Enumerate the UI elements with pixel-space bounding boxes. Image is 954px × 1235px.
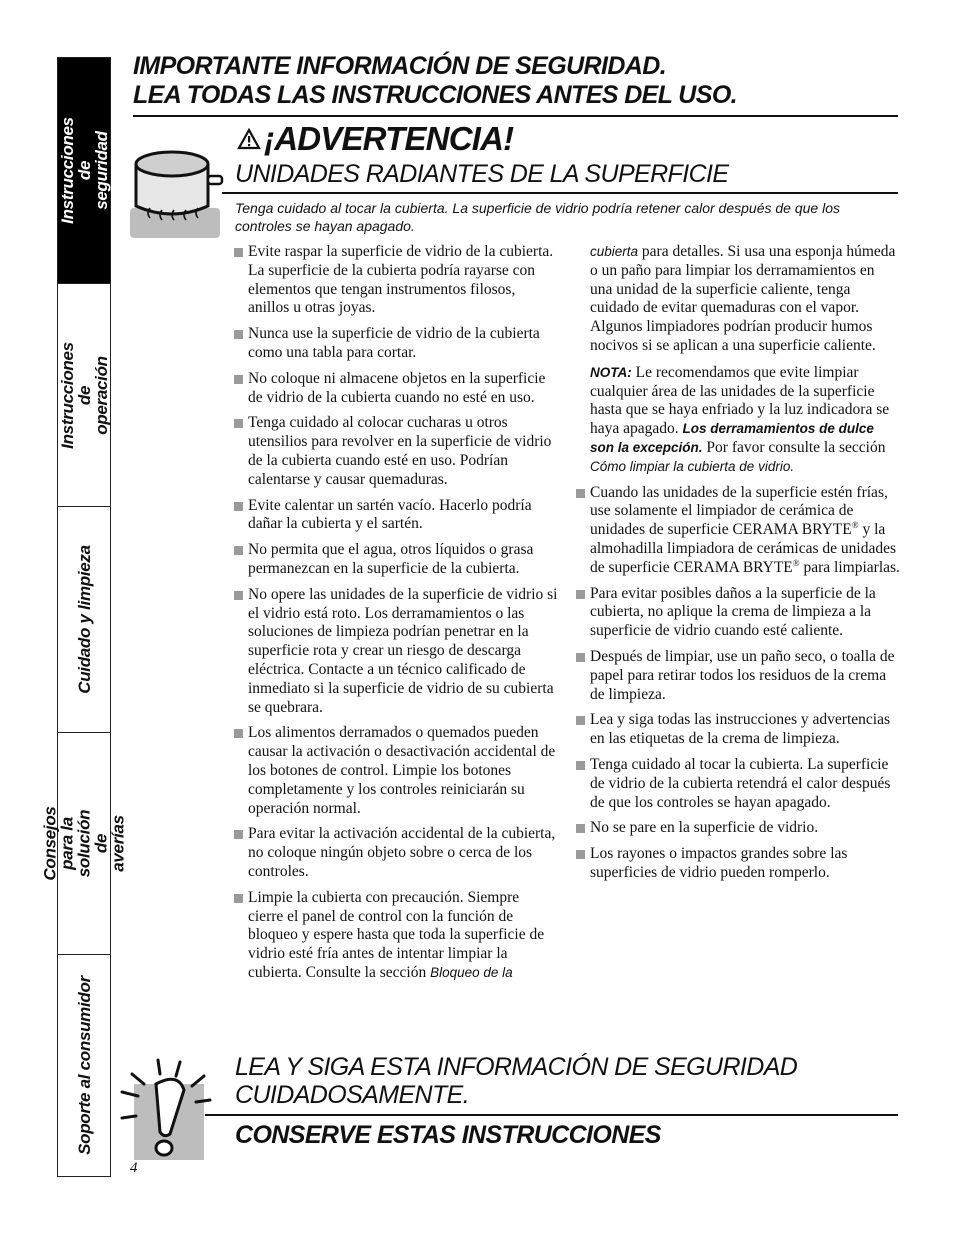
list-item (233, 825, 558, 881)
paragraph-text: Por favor consulte la sección (702, 438, 886, 456)
list-item-text: No coloque ni almacene objetos en la superficie de vidrio de la cubierta cuando no esté en uso. (248, 369, 546, 406)
list-item-text: Nunca use la superficie de vidrio de la cubierta como una tabla para cortar. (248, 325, 540, 361)
bullet-icon (234, 591, 243, 600)
tab-soporte-consumidor[interactable] (58, 955, 110, 1176)
list-item (575, 756, 900, 812)
tab-instrucciones-seguridad[interactable] (58, 58, 110, 284)
bullet-icon (576, 761, 585, 770)
bullet-icon (234, 894, 243, 903)
list-item (575, 845, 900, 883)
list-item (575, 711, 900, 749)
list-item-text: Cuando las unidades de la superficie estén frías, use solamente el limpiador de cerámica de unidades de superficie CERAMA BRYTE (590, 483, 888, 539)
important-heading: IMPORTANTE INFORMACIÓN DE SEGURIDAD. LEA TODAS LAS INSTRUCCIONES ANTES DEL USO. (133, 52, 738, 109)
list-item-text: Tenga cuidado al colocar cucharas u otros utensilios para revolver en la superficie de vidrio de la cubierta cuando esté en uso. Podrían calentarse y causar quemaduras. (248, 414, 552, 488)
bullet-icon (576, 489, 585, 498)
list-item-text: Evite raspar la superficie de vidrio de la cubierta. La superficie de la cubierta podría rayarse con elementos que tengan instrumentos filosos, anillos u otras joyas. (248, 243, 554, 317)
list-item-text: Limpie la cubierta con precaución. Siempre cierre el panel de control con la función de bloqueo y espere hasta que toda la superficie de vidrio esté fría antes de intentar limpiar la cubierta. Consulte la sección (248, 888, 545, 981)
note-emphasis: Los derramamientos de dulce son la excepción. (590, 421, 874, 455)
registered-mark: ® (851, 520, 859, 530)
list-item (233, 724, 558, 818)
bullet-icon (576, 850, 585, 859)
bullet-icon (234, 830, 243, 839)
list-item (575, 648, 900, 704)
warning-title-text: ¡ADVERTENCIA! (264, 120, 514, 157)
list-item-text: No se pare en la superficie de vidrio. (590, 819, 819, 837)
list-item-text: Los alimentos derramados o quemados pueden causar la activación o desactivación accidental de los botones de control. Limpie los botones completamente y los controles reiniciarán su operación normal. (248, 724, 556, 817)
list-item-text: Después de limpiar, use un paño seco, o toalla de papel para retirar todos los residuos de la crema de limpieza. (590, 647, 895, 703)
list-item (233, 414, 558, 489)
note-paragraph (575, 364, 900, 477)
list-item-text: Evite calentar un sartén vacío. Hacerlo podría dañar la cubierta y el sartén. (248, 496, 532, 533)
tab-cuidado-limpieza[interactable] (58, 507, 110, 733)
bullet-icon (234, 419, 243, 428)
tab-instrucciones-operacion[interactable] (58, 284, 110, 507)
list-item-text: No permita que el agua, otros líquidos o grasa permanezcan en la superficie de la cubierta. (248, 541, 534, 577)
list-item (233, 497, 558, 535)
bullet-icon (234, 330, 243, 339)
warning-triangle-icon (238, 129, 260, 149)
tab-label: Instrucciones de seguridad (57, 117, 111, 224)
bullet-icon (576, 590, 585, 599)
list-item (575, 484, 900, 578)
list-item (233, 325, 558, 363)
registered-mark: ® (792, 557, 800, 568)
bullet-icon (234, 729, 243, 738)
bullet-icon (576, 716, 585, 725)
tab-consejos-averias[interactable] (40, 733, 128, 955)
list-item-text: Lea y siga todas las instrucciones y advertencias en las etiquetas de la crema de limpieza. (590, 711, 890, 748)
list-item-text: Tenga cuidado al tocar la cubierta. La superficie de vidrio de la cubierta retendrá el calor después de que los controles se hayan apagado. (590, 755, 891, 811)
tab-label: Cuidado y limpieza (74, 545, 94, 694)
list-item (233, 586, 558, 718)
section-reference: Bloqueo de la (430, 964, 513, 980)
footer-keep-instructions: CONSERVE ESTAS INSTRUCCIONES (235, 1121, 661, 1149)
list-item (233, 370, 558, 408)
divider (133, 115, 898, 117)
tab-label: Consejos para la solución de averías (40, 806, 128, 881)
list-item (233, 243, 558, 318)
divider (222, 192, 898, 194)
bullet-icon (576, 824, 585, 833)
footer-read-follow: LEA Y SIGA ESTA INFORMACIÓN DE SEGURIDAD CUIDADOSAMENTE. (235, 1053, 798, 1109)
bullet-icon (234, 248, 243, 257)
bullet-icon (234, 546, 243, 555)
page-number: 4 (130, 1160, 138, 1176)
bullet-icon (234, 375, 243, 384)
bullet-icon (234, 502, 243, 511)
section-reference: Cómo limpiar la cubierta de vidrio. (590, 458, 795, 474)
list-item (233, 889, 558, 983)
list-item-text: Para evitar la activación accidental de la cubierta, no coloque ningún objeto sobre o cerca de los controles. (248, 825, 556, 880)
list-item-text: y la almohadilla limpiadora de cerámicas de unidades de superficie CERAMA BRYTE (590, 521, 897, 576)
divider (205, 1114, 898, 1116)
paragraph-text: Le recomendamos que evite limpiar cualquier área de las unidades de la superficie hasta que se haya enfriado y la luz indicadora se haya apagado. (590, 363, 890, 438)
intro-text: Tenga cuidado al tocar la cubierta. La superficie de vidrio podría retener calor después de que los controles se hayan apagado. (235, 200, 840, 234)
bullet-icon (576, 653, 585, 662)
section-side-tabs (40, 57, 128, 1177)
list-item-text: No opere las unidades de la superficie de vidrio si el vidrio está roto. Los derramamientos o las soluciones de limpieza podrían penetrar en la superficie rota y crear un riesgo de descarga eléctrica. Contacte a un técnico calificado de inmediato si la superficie de vidrio de su cubierta se quebrara. (248, 585, 558, 716)
continued-text (575, 243, 900, 356)
list-item-text: Los rayones o impactos grandes sobre las superficies de vidrio pueden romperlo. (590, 845, 848, 881)
tab-label: Instrucciones de operación (57, 341, 111, 449)
exclamation-alert-icon (118, 1058, 213, 1162)
list-item-text: Para evitar posibles daños a la superficie de la cubierta, no aplique la crema de limpieza a la superficie de vidrio cuando esté caliente. (590, 584, 876, 640)
tab-label: Soporte al consumidor (74, 976, 94, 1155)
list-item (233, 541, 558, 579)
list-item-text: para limpiarlas. (799, 558, 900, 576)
section-subtitle: UNIDADES RADIANTES DE LA SUPERFICIE (235, 160, 729, 188)
paragraph-text: para detalles. Si usa una esponja húmeda o un paño para limpiar los derramamientos en una unidad de la superficie caliente, tenga cuidado de evitar quemaduras con el vapor. Algunos limpiadores podrían producir humos nocivos si se aplican a una superficie caliente. (590, 243, 896, 354)
list-item (575, 585, 900, 641)
warning-title (238, 121, 513, 157)
hot-pot-icon (128, 148, 222, 240)
column-right (575, 243, 900, 890)
section-reference: cubierta (590, 244, 639, 259)
list-item (575, 819, 900, 838)
column-left (233, 243, 558, 990)
note-label: NOTA: (590, 364, 632, 380)
